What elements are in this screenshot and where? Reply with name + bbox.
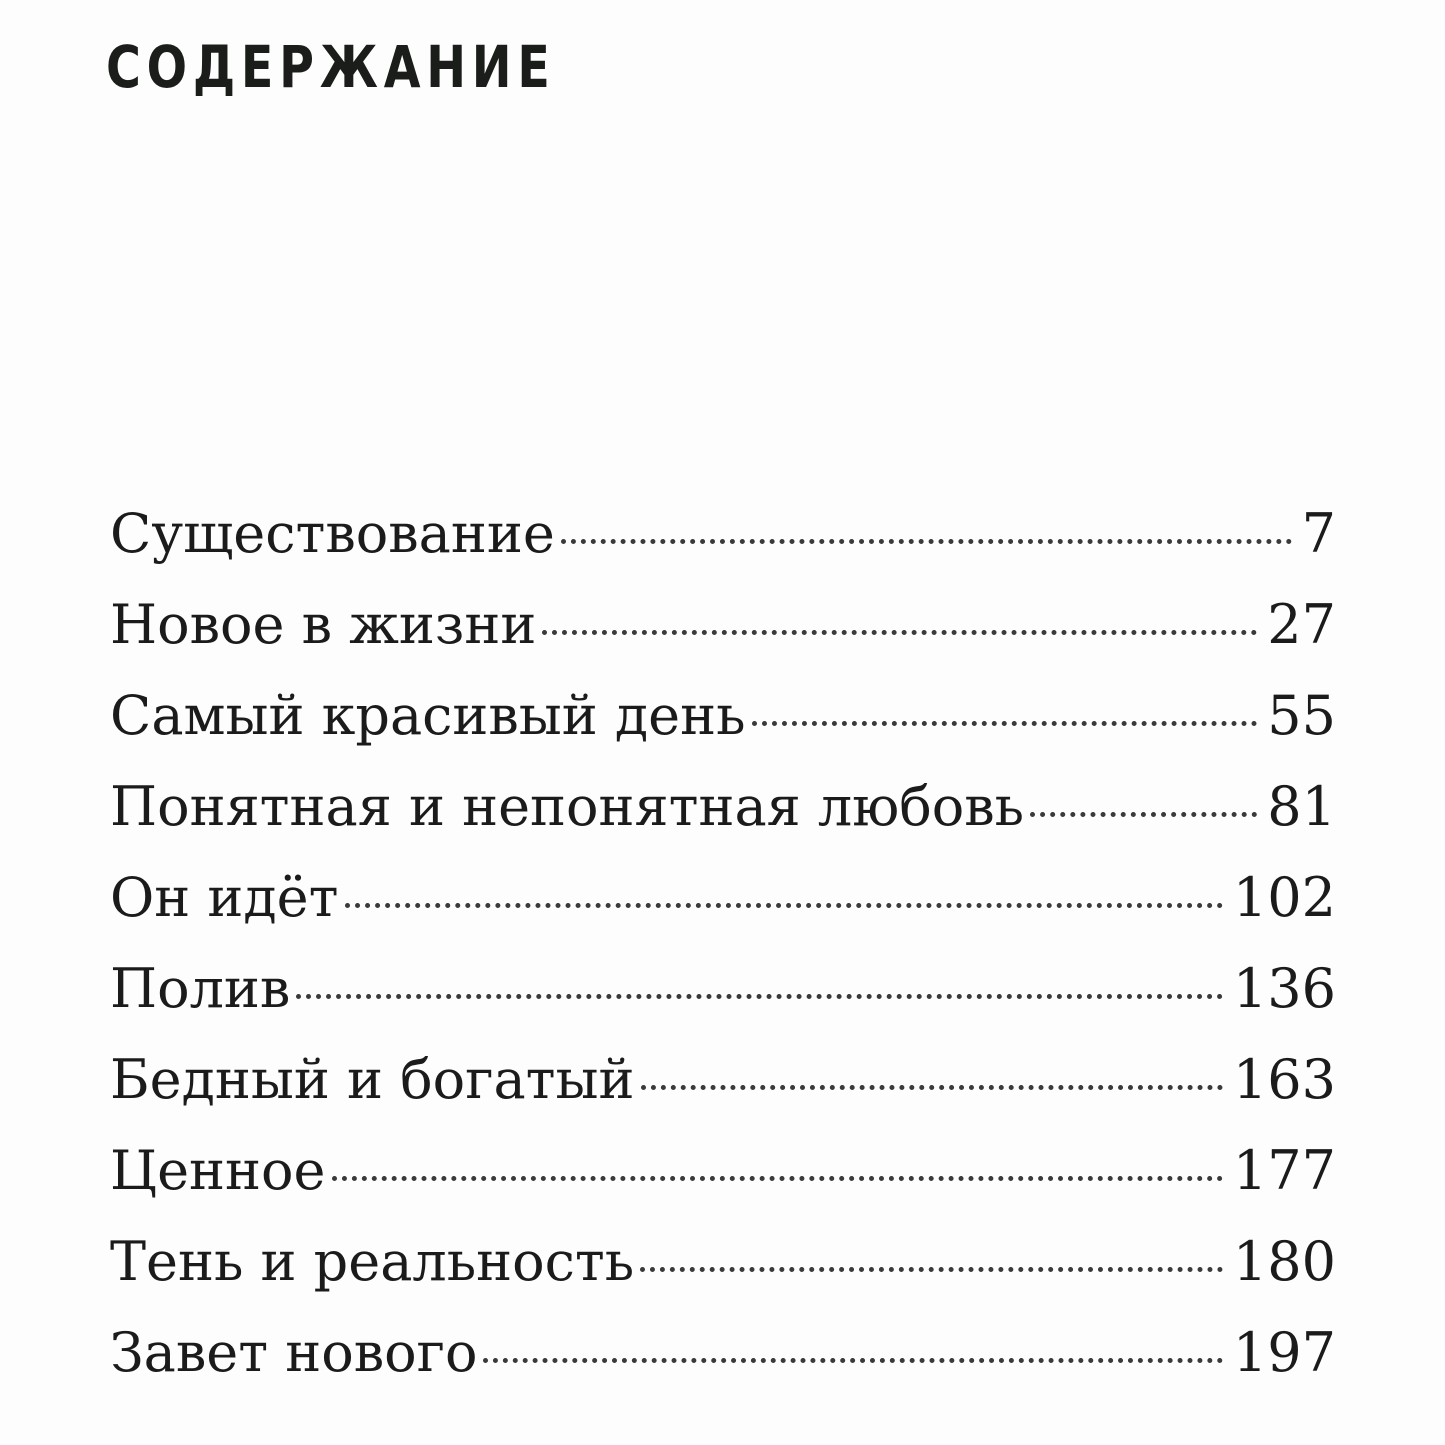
dot-leader: [296, 994, 1223, 999]
dot-leader: [542, 630, 1257, 635]
toc-entry-page: 163: [1232, 1048, 1336, 1111]
dot-leader: [561, 539, 1292, 544]
toc-entry-title: Он идёт: [110, 866, 339, 929]
toc-entry: [110, 761, 1336, 852]
dot-leader: [641, 1085, 1223, 1090]
toc-entry-page: 197: [1232, 1321, 1336, 1384]
toc-entry: [110, 1034, 1336, 1125]
toc-entry-title: Понятная и непонятная любовь: [110, 775, 1025, 838]
toc-entry: [110, 1307, 1336, 1398]
toc-entry-page: 81: [1267, 775, 1336, 838]
toc-entry-page: 136: [1232, 957, 1336, 1020]
dot-leader: [483, 1358, 1222, 1363]
toc-entry-title: Новое в жизни: [110, 593, 537, 656]
toc-entry-page: 27: [1267, 593, 1336, 656]
toc-entry-title: Существование: [110, 502, 555, 565]
dot-leader: [752, 721, 1258, 726]
toc-entry-page: 102: [1232, 866, 1336, 929]
toc-entry-title: Завет нового: [110, 1321, 478, 1384]
dot-leader: [1030, 812, 1257, 817]
toc-entry: [110, 1125, 1336, 1216]
toc-entry: [110, 943, 1336, 1034]
toc-entry: [110, 1216, 1336, 1307]
dot-leader: [345, 903, 1223, 908]
toc-entry-page: 7: [1301, 502, 1336, 565]
toc-entry-title: Ценное: [110, 1139, 326, 1202]
page-heading: СОДЕРЖАНИЕ: [106, 33, 556, 101]
toc-entry: [110, 852, 1336, 943]
dot-leader: [332, 1176, 1223, 1181]
toc-entry: [110, 670, 1336, 761]
toc-entry: [110, 579, 1336, 670]
dot-leader: [640, 1267, 1223, 1272]
toc-entry-title: Тень и реальность: [110, 1230, 635, 1293]
toc-entry-page: 55: [1267, 684, 1336, 747]
toc-entry-page: 177: [1232, 1139, 1336, 1202]
table-of-contents: [110, 488, 1336, 1398]
toc-entry-title: Бедный и богатый: [110, 1048, 635, 1111]
toc-entry: [110, 488, 1336, 579]
toc-entry-title: Полив: [110, 957, 291, 1020]
toc-entry-page: 180: [1232, 1230, 1336, 1293]
toc-entry-title: Самый красивый день: [110, 684, 746, 747]
